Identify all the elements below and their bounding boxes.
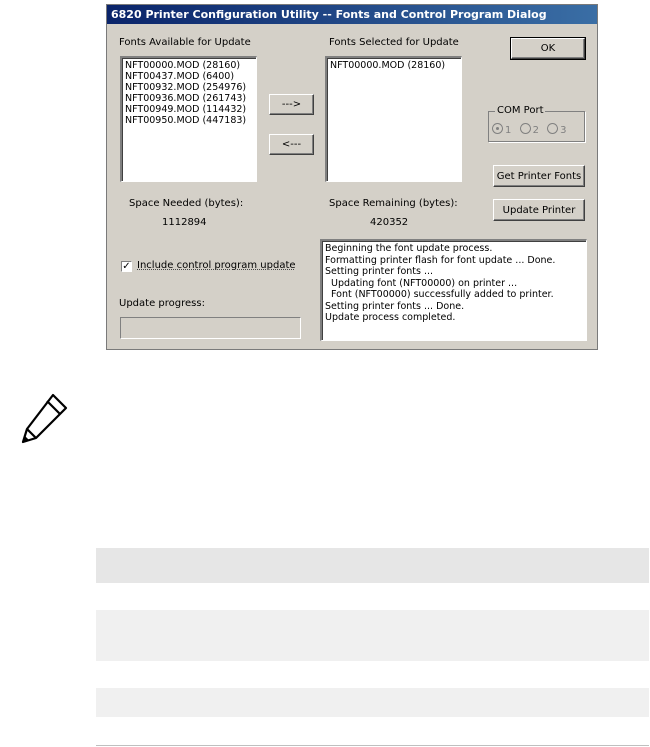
available-font-item[interactable]: NFT00437.MOD (6400) bbox=[125, 71, 235, 82]
table-row bbox=[96, 583, 649, 610]
space-needed-value: 1112894 bbox=[162, 217, 207, 228]
selected-fonts-list[interactable] bbox=[325, 56, 462, 182]
space-remaining-value: 420352 bbox=[370, 217, 409, 228]
table-row bbox=[96, 610, 649, 661]
get-printer-fonts-button[interactable]: Get Printer Fonts bbox=[493, 165, 585, 187]
log-line: Update process completed. bbox=[325, 312, 456, 323]
remove-font-button[interactable]: <--- bbox=[269, 134, 314, 155]
update-progress-label: Update progress: bbox=[119, 298, 205, 309]
dialog-title: 6820 Printer Configuration Utility -- Fonts and Control Program Dialog bbox=[107, 5, 597, 24]
include-control-checkbox[interactable]: ✓ bbox=[122, 261, 131, 272]
available-fonts-label: Fonts Available for Update bbox=[119, 37, 251, 48]
available-font-item[interactable]: NFT00000.MOD (28160) bbox=[125, 60, 241, 71]
log-line: Formatting printer flash for font update ... Done. bbox=[325, 254, 556, 266]
available-font-item[interactable]: NFT00936.MOD (261743) bbox=[125, 93, 247, 104]
log-line: Updating font (NFT00000) on printer ... bbox=[325, 277, 518, 289]
com-port-options bbox=[492, 123, 567, 136]
com-port-radio-2[interactable]: 2 bbox=[520, 125, 539, 136]
configuration-dialog bbox=[106, 4, 598, 350]
table-row bbox=[96, 717, 649, 745]
pencil-icon bbox=[20, 392, 70, 446]
update-printer-button[interactable]: Update Printer bbox=[493, 199, 585, 221]
available-font-item[interactable]: NFT00950.MOD (447183) bbox=[125, 115, 247, 126]
com-port-label: COM Port bbox=[497, 105, 544, 116]
update-log[interactable] bbox=[320, 239, 587, 341]
table-row bbox=[96, 661, 649, 688]
available-font-item[interactable]: NFT00949.MOD (114432) bbox=[125, 104, 247, 115]
selected-fonts-label: Fonts Selected for Update bbox=[329, 37, 459, 48]
com-port-radio-3[interactable]: 3 bbox=[547, 125, 566, 136]
log-line: Setting printer fonts ... bbox=[325, 266, 434, 277]
info-table bbox=[96, 548, 649, 746]
table-header-row bbox=[96, 548, 649, 583]
log-line: Beginning the font update process. bbox=[325, 243, 493, 254]
selected-font-item[interactable]: NFT00000.MOD (28160) bbox=[330, 60, 446, 71]
include-control-label[interactable]: Include control program update bbox=[137, 260, 296, 271]
log-line: Font (NFT00000) successfully added to printer. bbox=[325, 289, 554, 300]
space-remaining-label: Space Remaining (bytes): bbox=[329, 198, 458, 209]
com-port-radio-1[interactable]: 1 bbox=[492, 125, 511, 136]
available-font-item[interactable]: NFT00932.MOD (254976) bbox=[125, 82, 247, 93]
log-line: Setting printer fonts ... Done. bbox=[325, 300, 465, 312]
add-font-button[interactable]: ---> bbox=[269, 94, 314, 115]
space-needed-label: Space Needed (bytes): bbox=[129, 198, 244, 209]
ok-button[interactable]: OK bbox=[511, 38, 585, 59]
available-fonts-list[interactable] bbox=[120, 56, 257, 182]
update-progress-bar bbox=[120, 317, 301, 339]
table-row bbox=[96, 688, 649, 717]
com-port-group bbox=[488, 105, 585, 142]
